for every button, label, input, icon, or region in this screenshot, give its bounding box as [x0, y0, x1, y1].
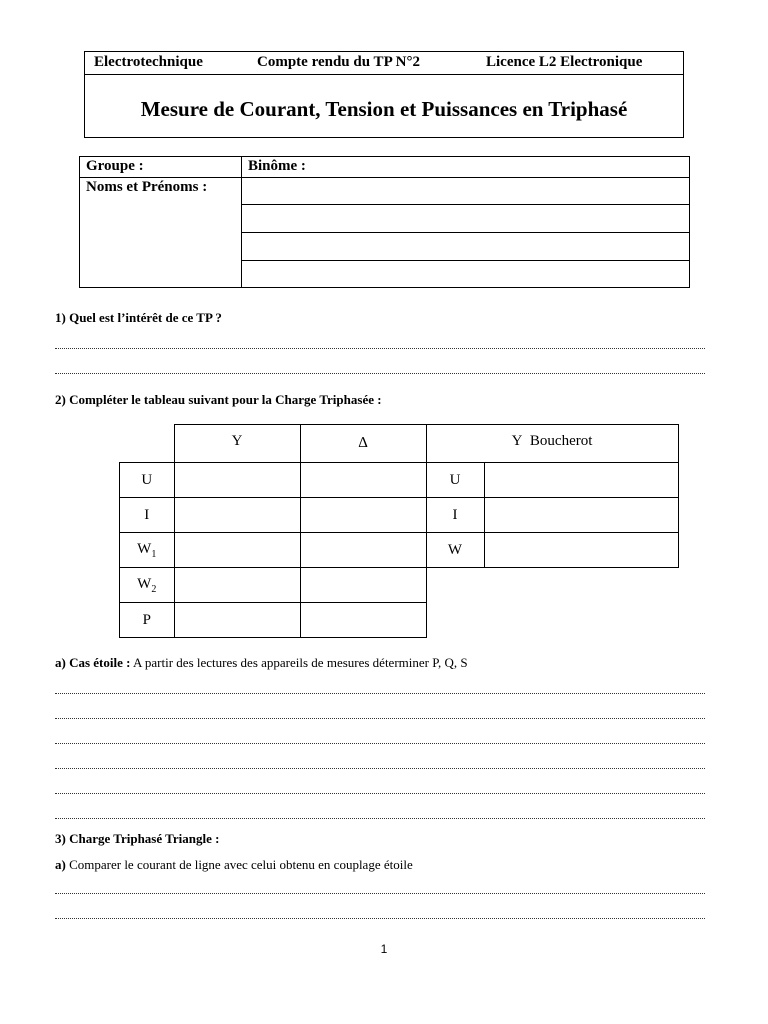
row-label-w1	[120, 533, 175, 568]
answer-line[interactable]	[55, 759, 705, 769]
cell-delta-u[interactable]	[300, 463, 426, 498]
w1-letter: W	[137, 540, 152, 557]
question-3a	[55, 857, 413, 873]
w1-subscript: 1	[151, 548, 157, 560]
answer-line[interactable]	[55, 909, 705, 919]
name-field-3[interactable]	[242, 233, 690, 261]
groupe-label: Groupe :	[86, 158, 144, 174]
question-a-bold: a) Cas étoile :	[55, 655, 131, 670]
subject-label: Electrotechnique	[94, 54, 203, 70]
cell-delta-i[interactable]	[300, 498, 426, 533]
cell-y-w2[interactable]	[174, 568, 300, 603]
row-label-w2	[120, 568, 175, 603]
cell-boucherot-u[interactable]	[484, 463, 678, 498]
answer-line[interactable]	[55, 884, 705, 894]
cell-y-w1[interactable]	[174, 533, 300, 568]
question-3: 3) Charge Triphasé Triangle :	[55, 831, 220, 846]
header-boucherot: Boucherot	[529, 433, 593, 449]
answer-line[interactable]	[55, 784, 705, 794]
empty-cell	[426, 603, 678, 638]
groupe-cell	[80, 157, 242, 178]
header-delta: ∆	[300, 425, 426, 463]
right-label-u: U	[426, 463, 484, 498]
name-field-4[interactable]	[242, 261, 690, 288]
w2-letter: W	[137, 575, 152, 592]
corner-cell	[120, 425, 175, 463]
right-label-w: W	[426, 533, 484, 568]
level-label: Licence L2 Electronique	[486, 54, 643, 70]
w2-subscript: 2	[151, 583, 157, 595]
row-label-u: U	[120, 463, 175, 498]
question-1: 1) Quel est l’intérêt de ce TP ?	[55, 310, 222, 325]
cell-y-p[interactable]	[174, 603, 300, 638]
header-y-boucherot	[426, 425, 678, 463]
name-field-1[interactable]	[242, 178, 690, 205]
measurement-table	[119, 424, 679, 638]
question-a-etoile	[55, 655, 468, 671]
cell-delta-w2[interactable]	[300, 568, 426, 603]
answer-line[interactable]	[55, 734, 705, 744]
cell-boucherot-i[interactable]	[484, 498, 678, 533]
header-y: Y	[174, 425, 300, 463]
right-label-i: I	[426, 498, 484, 533]
header-y2: Y	[511, 433, 523, 449]
header-row	[85, 52, 683, 75]
row-label-i: I	[120, 498, 175, 533]
cell-delta-w1[interactable]	[300, 533, 426, 568]
row-label-p: P	[120, 603, 175, 638]
header-box	[84, 51, 684, 138]
report-label: Compte rendu du TP N°2	[257, 54, 420, 70]
document-title: Mesure de Courant, Tension et Puissances en Triphasé	[140, 97, 628, 121]
binome-cell	[242, 157, 690, 178]
cell-delta-p[interactable]	[300, 603, 426, 638]
answer-line[interactable]	[55, 809, 705, 819]
question-a-text: A partir des lectures des appareils de mesures déterminer P, Q, S	[130, 655, 468, 670]
question-3a-text: Comparer le courant de ligne avec celui obtenu en couplage étoile	[65, 857, 413, 872]
noms-label: Noms et Prénoms :	[86, 179, 208, 195]
answer-line[interactable]	[55, 364, 705, 374]
question-3a-bold: a)	[55, 857, 66, 872]
binome-label: Binôme :	[248, 158, 306, 174]
noms-cell	[80, 178, 242, 288]
answer-line[interactable]	[55, 709, 705, 719]
group-table	[79, 156, 690, 288]
empty-cell	[426, 568, 678, 603]
cell-y-i[interactable]	[174, 498, 300, 533]
answer-line[interactable]	[55, 339, 705, 349]
name-field-2[interactable]	[242, 205, 690, 233]
question-2: 2) Compléter le tableau suivant pour la Charge Triphasée :	[55, 392, 382, 407]
cell-y-u[interactable]	[174, 463, 300, 498]
cell-boucherot-w[interactable]	[484, 533, 678, 568]
answer-line[interactable]	[55, 684, 705, 694]
page-number: 1	[380, 942, 388, 956]
